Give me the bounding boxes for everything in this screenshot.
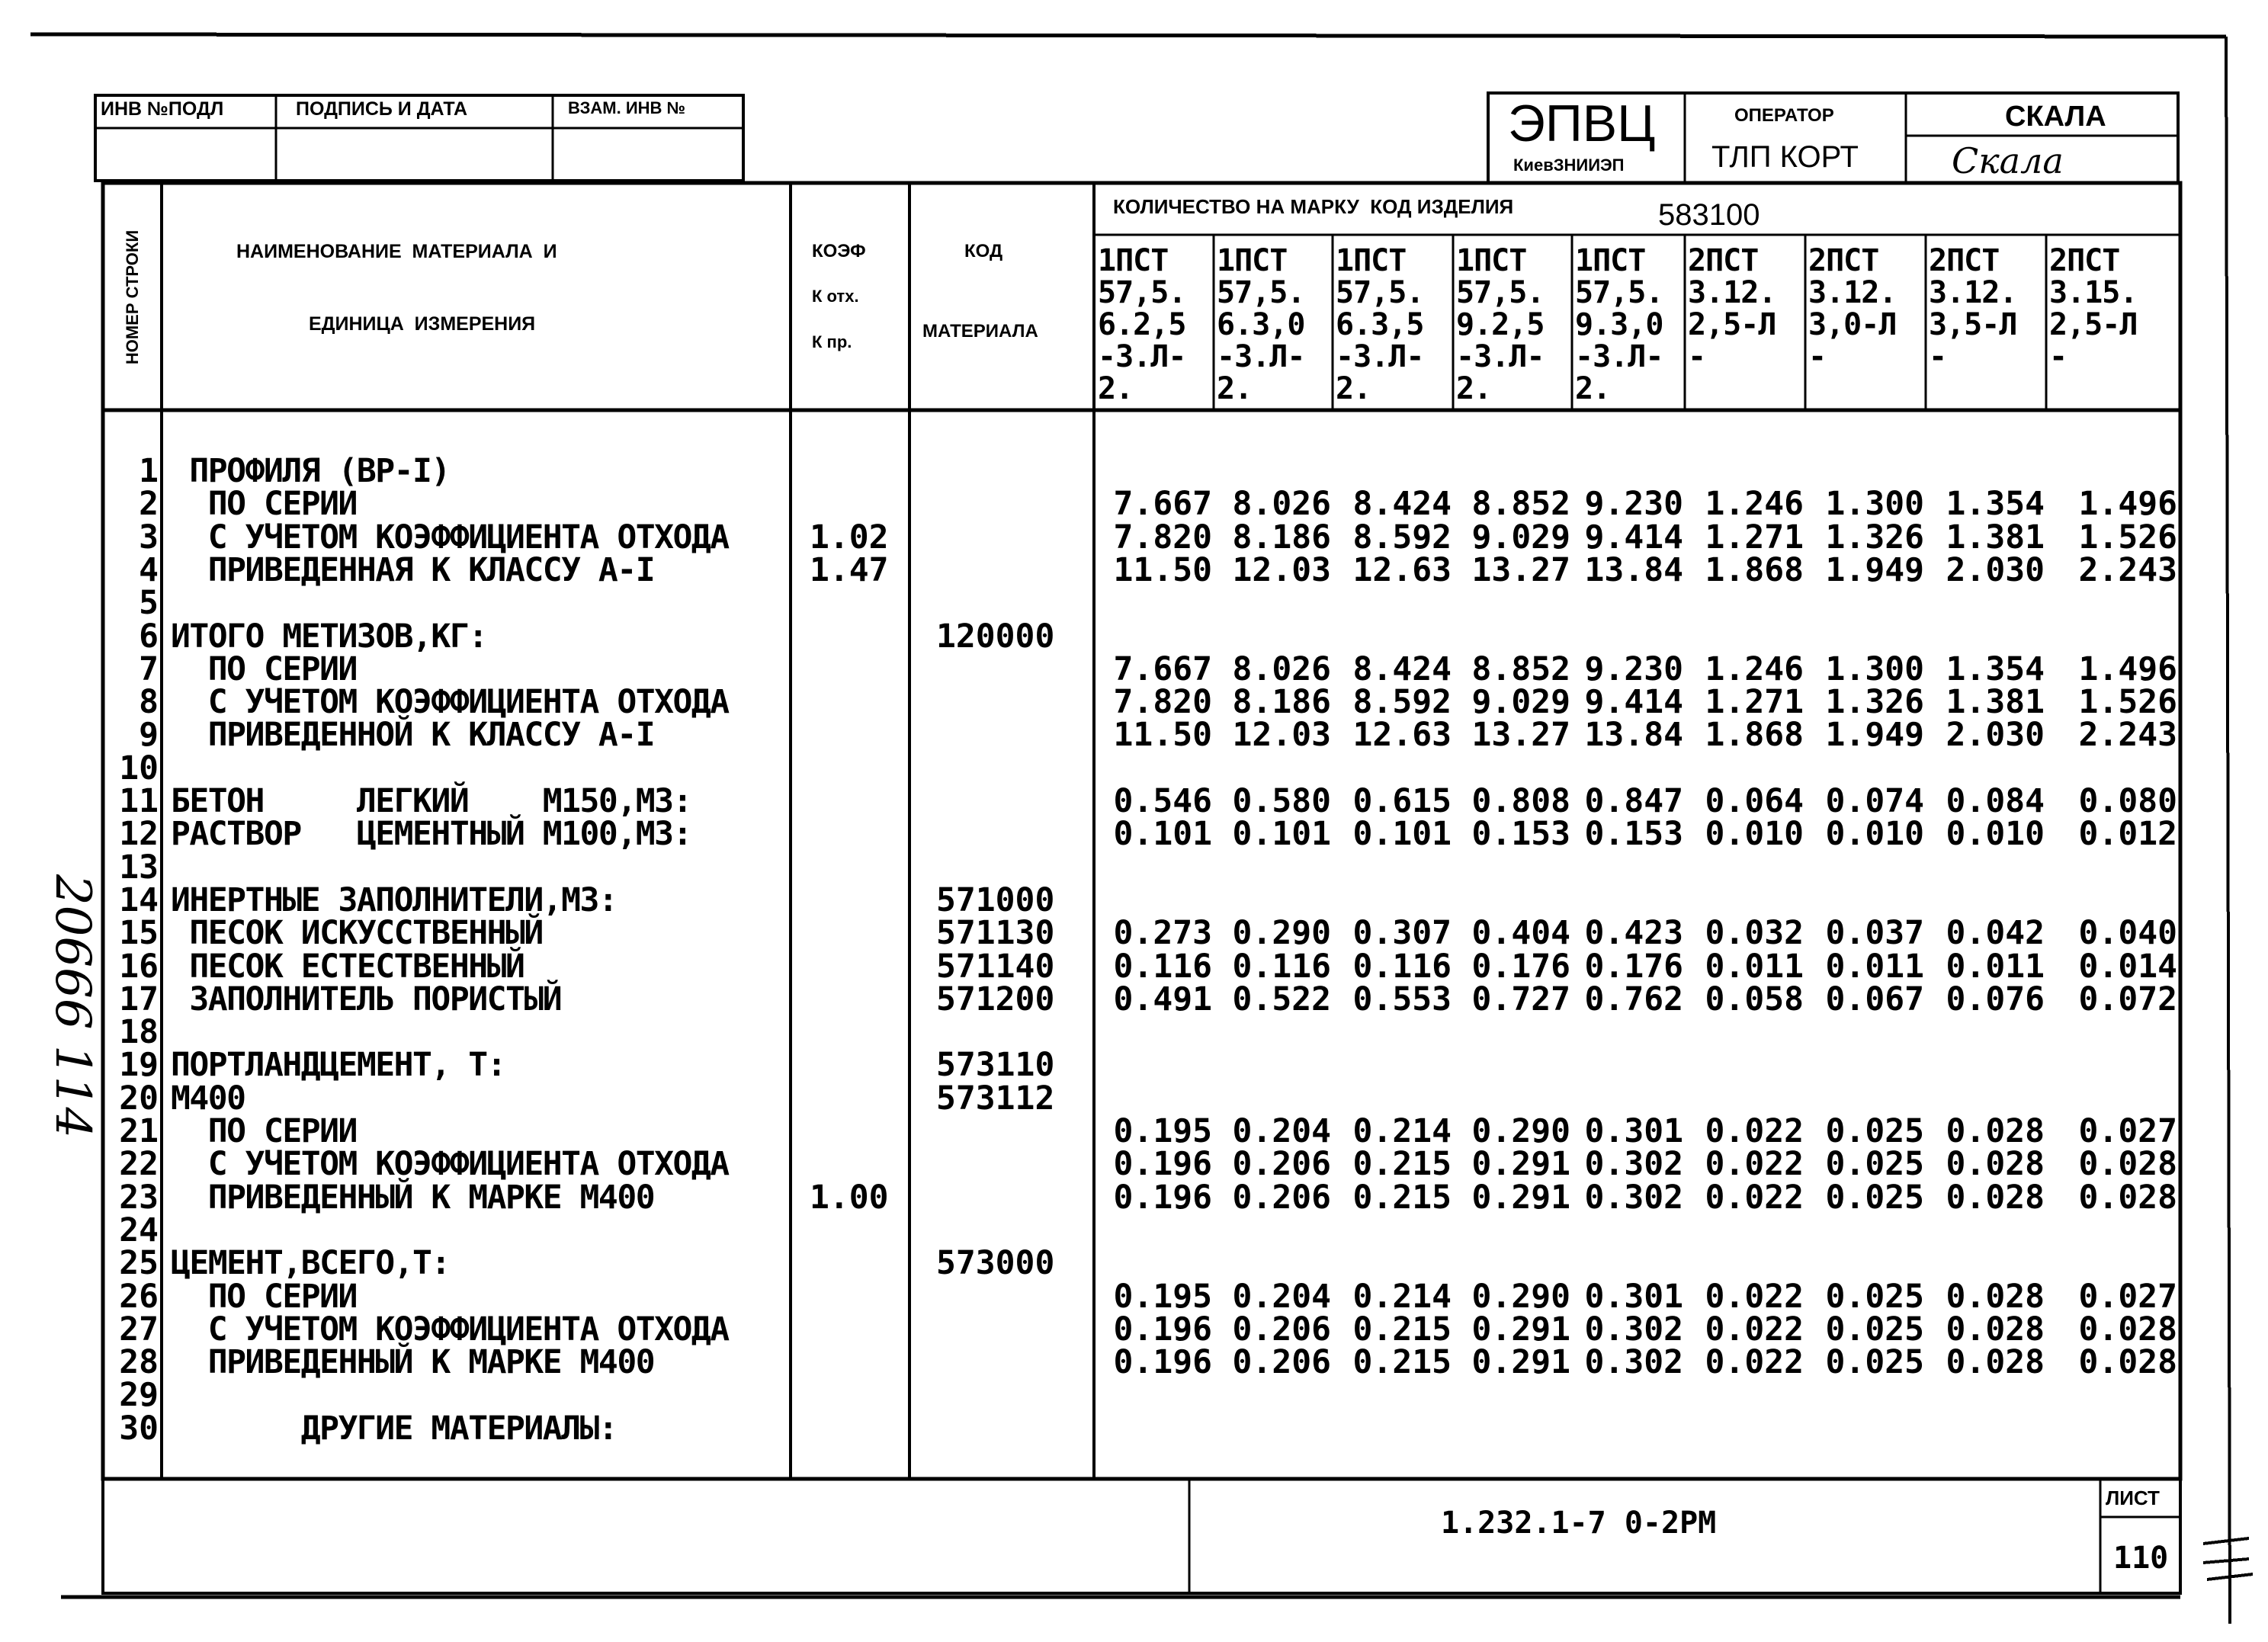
quantity-value: 0.204	[1232, 1277, 1331, 1316]
material-name: ПРОФИЛЯ (ВР-I)	[171, 452, 450, 490]
quantity-value: 1.271	[1705, 683, 1804, 722]
column-header-line: -	[1688, 339, 1706, 374]
coeff-header-line1: КОЭФ	[812, 241, 866, 261]
material-name: С УЧЕТОМ КОЭФФИЦИЕНТА ОТХОДА	[171, 518, 729, 556]
quantity-value: 1.354	[1946, 649, 2045, 688]
quantity-value: 0.195	[1113, 1112, 1212, 1150]
quantity-value: 0.214	[1352, 1277, 1452, 1316]
column-header-line: 3.12.	[1688, 275, 1776, 310]
code-header-line2: МАТЕРИАЛА	[922, 321, 1038, 342]
column-header-line: 57,5.	[1098, 275, 1186, 310]
quantity-value: 0.404	[1471, 914, 1570, 953]
quantity-value: 0.301	[1584, 1112, 1683, 1150]
quantity-value: 0.011	[1825, 947, 1924, 986]
material-name: ПО СЕРИИ	[171, 649, 357, 688]
quantity-value: 0.022	[1705, 1112, 1804, 1150]
column-header-line: -	[1929, 339, 1947, 374]
quantity-value: 12.63	[1352, 550, 1452, 589]
material-code: 573112	[936, 1079, 1055, 1118]
quantity-value: 0.206	[1232, 1178, 1331, 1217]
column-header-line: 3.12.	[1929, 275, 2017, 310]
quantity-value: 8.026	[1232, 485, 1331, 524]
quantity-value: 0.215	[1352, 1310, 1452, 1349]
material-name: ПРИВЕДЕННЫЙ К МАРКЕ М400	[171, 1178, 655, 1217]
column-header-line: 9.2,5	[1456, 307, 1545, 342]
row-number: 24	[119, 1211, 159, 1249]
quantity-value: 13.84	[1584, 550, 1683, 589]
quantity-value: 0.080	[2078, 782, 2177, 820]
quantity-value: 0.042	[1946, 914, 2045, 953]
quantity-value: 0.302	[1584, 1310, 1683, 1349]
quantity-value: 0.762	[1584, 980, 1683, 1018]
quantity-value: 0.290	[1471, 1277, 1570, 1316]
row-number: 1	[139, 452, 159, 490]
row-number: 19	[119, 1046, 159, 1085]
quantity-value: 0.027	[2078, 1277, 2177, 1316]
quantity-value: 2.030	[1946, 550, 2045, 589]
quantity-value: 8.424	[1352, 649, 1452, 688]
quantity-value: 0.028	[1946, 1277, 2045, 1316]
quantity-value: 0.025	[1825, 1145, 1924, 1184]
column-header-line: -	[2049, 339, 2068, 374]
quantity-value: 7.667	[1113, 485, 1212, 524]
quantity-value: 0.553	[1352, 980, 1452, 1018]
material-name: ПРИВЕДЕННЫЙ К МАРКЕ М400	[171, 1343, 655, 1382]
quantity-value: 0.064	[1705, 782, 1804, 820]
quantity-value: 0.206	[1232, 1343, 1331, 1382]
column-header-line: -3.Л-	[1456, 339, 1545, 374]
quantity-value: 0.022	[1705, 1277, 1804, 1316]
column-header-line: 2,5-Л	[2049, 307, 2138, 342]
quantity-value: 9.029	[1471, 683, 1570, 722]
quantity-value: 12.63	[1352, 716, 1452, 755]
material-name: ДРУГИЕ МАТЕРИАЛЫ:	[171, 1409, 618, 1448]
quantity-value: 0.808	[1471, 782, 1570, 820]
quantity-value: 11.50	[1113, 550, 1212, 589]
column-header-line: 1ПСТ	[1098, 243, 1169, 278]
column-header-line: 2ПСТ	[1808, 243, 1879, 278]
quantity-value: 0.028	[2078, 1178, 2177, 1217]
checker-label: СКАЛА	[2005, 101, 2106, 133]
column-header-line: 6.2,5	[1098, 307, 1186, 342]
quantity-value: 0.302	[1584, 1343, 1683, 1382]
quantity-value: 0.074	[1825, 782, 1924, 820]
material-name: ЦЕМЕНТ,ВСЕГО,Т:	[171, 1244, 450, 1283]
column-header-line: 2.	[1217, 371, 1253, 406]
column-header-line: 2ПСТ	[1688, 243, 1759, 278]
quantity-value: 1.271	[1705, 518, 1804, 556]
quantity-value: 0.040	[2078, 914, 2177, 953]
quantity-value: 0.084	[1946, 782, 2045, 820]
quantity-value: 0.196	[1113, 1310, 1212, 1349]
signature-date-label: ПОДПИСЬ И ДАТА	[296, 98, 468, 120]
quantity-value: 1.326	[1825, 683, 1924, 722]
quantity-value: 0.491	[1113, 980, 1212, 1018]
quantity-value: 0.727	[1471, 980, 1570, 1018]
quantity-value: 1.354	[1946, 485, 2045, 524]
quantity-value: 0.847	[1584, 782, 1683, 820]
quantity-value: 0.025	[1825, 1112, 1924, 1150]
document-code: 1.232.1-7 0-2РМ	[1441, 1506, 1717, 1541]
quantity-value: 0.196	[1113, 1178, 1212, 1217]
row-number: 2	[139, 485, 159, 524]
quantity-value: 1.326	[1825, 518, 1924, 556]
material-name: ПОРТЛАНДЦЕМЕНТ, Т:	[171, 1046, 505, 1085]
quantity-value: 1.949	[1825, 716, 1924, 755]
coefficient-value: 1.00	[810, 1178, 889, 1217]
quantity-value: 12.03	[1232, 716, 1331, 755]
quantity-value: 1.496	[2078, 485, 2177, 524]
quantity-value: 0.215	[1352, 1145, 1452, 1184]
row-number-header: НОМЕР СТРОКИ	[123, 229, 142, 365]
quantity-value: 0.028	[2078, 1145, 2177, 1184]
quantity-value: 0.011	[1946, 947, 2045, 986]
row-number: 18	[119, 1013, 159, 1052]
material-code: 571130	[936, 914, 1055, 953]
material-code: 573110	[936, 1046, 1055, 1085]
column-header-line: 9.3,0	[1575, 307, 1663, 342]
quantity-value: 0.028	[1946, 1343, 2045, 1382]
column-header-line: 3,5-Л	[1929, 307, 2017, 342]
replace-inv-label: ВЗАМ. ИНВ №	[568, 98, 686, 117]
quantity-value: 0.215	[1352, 1178, 1452, 1217]
row-number: 27	[119, 1310, 159, 1349]
material-code: 573000	[936, 1244, 1055, 1283]
row-number: 11	[119, 782, 159, 820]
quantity-value: 2.243	[2078, 716, 2177, 755]
quantity-value: 0.116	[1113, 947, 1212, 986]
quantity-value: 0.546	[1113, 782, 1212, 820]
material-code: 571140	[936, 947, 1055, 986]
material-name: ЗАПОЛНИТЕЛЬ ПОРИСТЫЙ	[171, 980, 562, 1018]
quantity-value: 0.010	[1946, 815, 2045, 854]
quantity-value: 0.067	[1825, 980, 1924, 1018]
quantity-value: 1.300	[1825, 649, 1924, 688]
quantity-value: 8.592	[1352, 683, 1452, 722]
row-number: 3	[139, 518, 159, 556]
sheet-label: ЛИСТ	[2106, 1486, 2160, 1509]
material-name: ПЕСОК ЕСТЕСТВЕННЫЙ	[171, 947, 524, 986]
row-number: 7	[139, 649, 159, 688]
code-header-line1: КОД	[964, 241, 1003, 261]
quantity-value: 9.230	[1584, 649, 1683, 688]
row-number: 12	[119, 815, 159, 854]
quantity-value: 0.176	[1471, 947, 1570, 986]
org-main-title: ЭПВЦ	[1508, 95, 1656, 152]
quantity-value: 0.025	[1825, 1343, 1924, 1382]
quantity-value: 0.028	[1946, 1310, 2045, 1349]
quantity-value: 0.116	[1232, 947, 1331, 986]
quantity-value: 0.153	[1584, 815, 1683, 854]
column-header-line: 57,5.	[1575, 275, 1663, 310]
quantity-value: 0.291	[1471, 1343, 1570, 1382]
quantity-value: 0.014	[2078, 947, 2177, 986]
quantity-value: 0.022	[1705, 1343, 1804, 1382]
quantity-value: 1.526	[2078, 518, 2177, 556]
column-header-line: 57,5.	[1336, 275, 1424, 310]
quantity-value: 0.010	[1825, 815, 1924, 854]
quantity-value: 0.195	[1113, 1277, 1212, 1316]
material-name: С УЧЕТОМ КОЭФФИЦИЕНТА ОТХОДА	[171, 683, 729, 722]
quantity-value: 0.011	[1705, 947, 1804, 986]
quantity-value: 0.204	[1232, 1112, 1331, 1150]
quantity-value: 1.246	[1705, 485, 1804, 524]
quantity-value: 1.300	[1825, 485, 1924, 524]
quantity-value: 0.302	[1584, 1178, 1683, 1217]
quantity-value: 0.196	[1113, 1145, 1212, 1184]
quantity-value: 0.028	[1946, 1112, 2045, 1150]
material-name: ПО СЕРИИ	[171, 485, 357, 524]
quantity-value: 7.820	[1113, 518, 1212, 556]
quantity-value: 0.290	[1471, 1112, 1570, 1150]
coeff-header-line2: К отх.	[812, 287, 859, 306]
column-header-line: 3,0-Л	[1808, 307, 1897, 342]
quantity-value: 0.037	[1825, 914, 1924, 953]
org-sub-title: КиевЗНИИЭП	[1513, 156, 1625, 175]
column-header-line: 2.	[1336, 371, 1371, 406]
quantity-value: 0.196	[1113, 1343, 1212, 1382]
quantity-value: 1.381	[1946, 683, 2045, 722]
quantity-value: 0.022	[1705, 1310, 1804, 1349]
quantity-value: 7.820	[1113, 683, 1212, 722]
quantity-value: 1.526	[2078, 683, 2177, 722]
quantity-value: 0.290	[1232, 914, 1331, 953]
quantity-value: 0.027	[2078, 1112, 2177, 1150]
quantity-value: 0.072	[2078, 980, 2177, 1018]
row-number: 8	[139, 683, 159, 722]
material-name: М400	[171, 1079, 245, 1118]
material-name: С УЧЕТОМ КОЭФФИЦИЕНТА ОТХОДА	[171, 1310, 729, 1349]
quantity-value: 13.84	[1584, 716, 1683, 755]
quantity-value: 13.27	[1471, 550, 1570, 589]
quantity-value: 8.026	[1232, 649, 1331, 688]
quantity-value: 0.291	[1471, 1310, 1570, 1349]
row-number: 28	[119, 1343, 159, 1382]
quantity-value: 0.301	[1584, 1277, 1683, 1316]
quantity-value: 1.868	[1705, 716, 1804, 755]
quantity-value: 0.215	[1352, 1343, 1452, 1382]
column-header-line: 2.	[1098, 371, 1134, 406]
row-number: 9	[139, 716, 159, 755]
column-header-line: -3.Л-	[1336, 339, 1424, 374]
row-number: 4	[139, 550, 159, 589]
quantity-value: 0.012	[2078, 815, 2177, 854]
row-number: 25	[119, 1244, 159, 1283]
quantity-value: 0.302	[1584, 1145, 1683, 1184]
column-header-line: 1ПСТ	[1217, 243, 1288, 278]
quantity-value: 0.153	[1471, 815, 1570, 854]
row-number: 21	[119, 1112, 159, 1150]
quantity-value: 0.206	[1232, 1310, 1331, 1349]
row-number: 30	[119, 1409, 159, 1448]
operator-value: ТЛП КОРТ	[1711, 140, 1859, 174]
quantity-value: 0.028	[2078, 1343, 2177, 1382]
quantity-value: 2.243	[2078, 550, 2177, 589]
material-name: ПО СЕРИИ	[171, 1277, 357, 1316]
column-header-line: 2ПСТ	[2049, 243, 2120, 278]
row-number: 17	[119, 980, 159, 1018]
column-header-line: -3.Л-	[1098, 339, 1186, 374]
quantity-value: 0.028	[1946, 1145, 2045, 1184]
quantity-value: 0.615	[1352, 782, 1452, 820]
quantity-value: 12.03	[1232, 550, 1331, 589]
quantity-value: 0.028	[2078, 1310, 2177, 1349]
quantity-value: 11.50	[1113, 716, 1212, 755]
row-number: 10	[119, 749, 159, 787]
column-header-line: 1ПСТ	[1336, 243, 1407, 278]
material-header-line1: НАИМЕНОВАНИЕ МАТЕРИАЛА И	[236, 241, 557, 262]
material-code: 571200	[936, 980, 1055, 1018]
material-header-line2: ЕДИНИЦА ИЗМЕРЕНИЯ	[309, 313, 536, 335]
column-header-line: -3.Л-	[1575, 339, 1663, 374]
quantity-value: 0.214	[1352, 1112, 1452, 1150]
column-header-line: -	[1808, 339, 1827, 374]
coeff-header-line3: К пр.	[812, 332, 852, 351]
coefficient-value: 1.47	[810, 550, 889, 589]
column-header-line: 1ПСТ	[1575, 243, 1646, 278]
quantity-value: 2.030	[1946, 716, 2045, 755]
row-number: 5	[139, 584, 159, 623]
column-header-line: 57,5.	[1217, 275, 1305, 310]
column-header-line: 2.	[1456, 371, 1492, 406]
row-number: 16	[119, 947, 159, 986]
quantity-value: 0.025	[1825, 1310, 1924, 1349]
quantity-value: 0.423	[1584, 914, 1683, 953]
quantity-value: 0.273	[1113, 914, 1212, 953]
material-name: ПРИВЕДЕННОЙ К КЛАССУ А-I	[171, 716, 655, 755]
quantity-value: 9.414	[1584, 518, 1683, 556]
quantity-value: 8.424	[1352, 485, 1452, 524]
quantity-value: 0.101	[1352, 815, 1452, 854]
quantity-value: 1.868	[1705, 550, 1804, 589]
row-number: 26	[119, 1277, 159, 1316]
column-header-line: 1ПСТ	[1456, 243, 1527, 278]
column-header-line: 57,5.	[1456, 275, 1545, 310]
quantity-value: 1.949	[1825, 550, 1924, 589]
row-number: 20	[119, 1079, 159, 1118]
quantity-value: 8.186	[1232, 683, 1331, 722]
sheet-number: 110	[2113, 1541, 2169, 1576]
quantity-value: 13.27	[1471, 716, 1570, 755]
operator-label: ОПЕРАТОР	[1734, 105, 1834, 126]
column-header-line: 3.12.	[1808, 275, 1897, 310]
quantity-value: 9.414	[1584, 683, 1683, 722]
inv-podl-label: ИНВ №ПОДЛ	[101, 98, 224, 120]
product-code: 583100	[1658, 198, 1760, 232]
quantity-value: 8.592	[1352, 518, 1452, 556]
column-header-line: 2,5-Л	[1688, 307, 1776, 342]
row-number: 29	[119, 1376, 159, 1415]
row-number: 23	[119, 1178, 159, 1217]
material-name: С УЧЕТОМ КОЭФФИЦИЕНТА ОТХОДА	[171, 1145, 729, 1184]
quantity-value: 0.291	[1471, 1145, 1570, 1184]
quantity-value: 0.025	[1825, 1178, 1924, 1217]
quantity-value: 0.116	[1352, 947, 1452, 986]
quantity-label: КОЛИЧЕСТВО НА МАРКУ КОД ИЗДЕЛИЯ	[1113, 195, 1514, 218]
quantity-value: 0.101	[1113, 815, 1212, 854]
column-header-line: 6.3,5	[1336, 307, 1424, 342]
material-code: 571000	[936, 880, 1055, 919]
material-name: ПЕСОК ИСКУССТВЕННЫЙ	[171, 914, 543, 953]
column-header-line: 2ПСТ	[1929, 243, 2000, 278]
quantity-value: 0.022	[1705, 1178, 1804, 1217]
quantity-value: 9.029	[1471, 518, 1570, 556]
quantity-value: 0.206	[1232, 1145, 1331, 1184]
material-name: ПРИВЕДЕННАЯ К КЛАССУ А-I	[171, 550, 655, 589]
quantity-value: 0.580	[1232, 782, 1331, 820]
material-name: ИТОГО МЕТИЗОВ,КГ:	[171, 617, 487, 656]
quantity-value: 7.667	[1113, 649, 1212, 688]
checker-signature: Скала	[1952, 140, 2064, 181]
quantity-value: 0.028	[1946, 1178, 2045, 1217]
quantity-value: 0.101	[1232, 815, 1331, 854]
material-code: 120000	[936, 617, 1055, 656]
row-number: 13	[119, 848, 159, 887]
material-name: БЕТОН ЛЕГКИЙ М150,М3:	[171, 782, 691, 820]
quantity-value: 0.307	[1352, 914, 1452, 953]
quantity-value: 0.176	[1584, 947, 1683, 986]
quantity-value: 0.522	[1232, 980, 1331, 1018]
row-number: 14	[119, 880, 159, 919]
column-header-line: 2.	[1575, 371, 1611, 406]
quantity-value: 0.291	[1471, 1178, 1570, 1217]
quantity-value: 1.381	[1946, 518, 2045, 556]
coefficient-value: 1.02	[810, 518, 889, 556]
quantity-value: 0.022	[1705, 1145, 1804, 1184]
quantity-value: 8.186	[1232, 518, 1331, 556]
row-number: 22	[119, 1145, 159, 1184]
quantity-value: 1.496	[2078, 649, 2177, 688]
quantity-value: 0.010	[1705, 815, 1804, 854]
quantity-value: 1.246	[1705, 649, 1804, 688]
column-header-line: 3.15.	[2049, 275, 2138, 310]
quantity-value: 8.852	[1471, 485, 1570, 524]
quantity-value: 9.230	[1584, 485, 1683, 524]
material-name: ИНЕРТНЫЕ ЗАПОЛНИТЕЛИ,М3:	[171, 880, 618, 919]
quantity-value: 0.032	[1705, 914, 1804, 953]
margin-handwritten-note: 20666 114	[44, 874, 101, 1139]
quantity-value: 0.058	[1705, 980, 1804, 1018]
material-name: РАСТВОР ЦЕМЕНТНЫЙ М100,М3:	[171, 815, 691, 854]
column-header-line: 6.3,0	[1217, 307, 1305, 342]
row-number: 6	[139, 617, 159, 656]
material-name: ПО СЕРИИ	[171, 1112, 357, 1150]
quantity-value: 0.076	[1946, 980, 2045, 1018]
quantity-value: 0.025	[1825, 1277, 1924, 1316]
row-number: 15	[119, 914, 159, 953]
column-header-line: -3.Л-	[1217, 339, 1305, 374]
quantity-value: 8.852	[1471, 649, 1570, 688]
